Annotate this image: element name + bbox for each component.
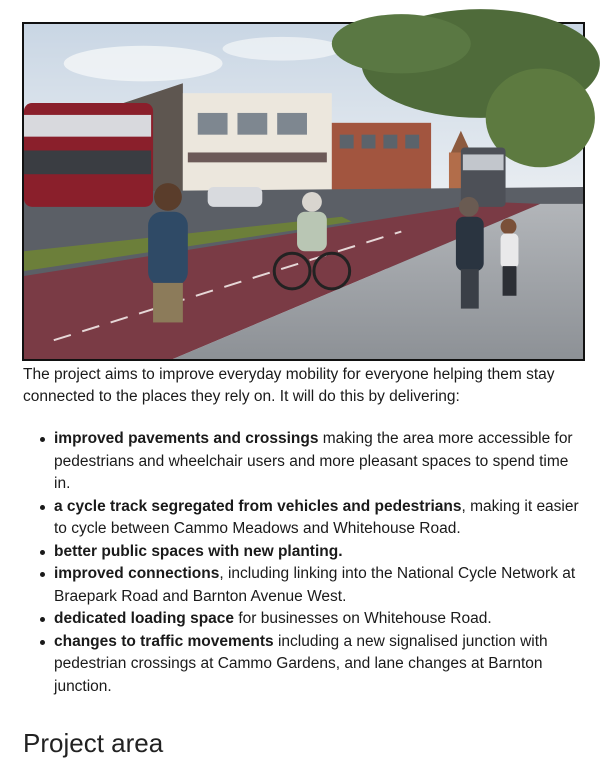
benefit-title: improved pavements and crossings — [54, 430, 319, 447]
street-scene — [24, 24, 583, 359]
benefit-description: for businesses on Whitehouse Road. — [234, 610, 492, 627]
list-item — [54, 541, 588, 564]
bullet-icon — [40, 572, 45, 577]
benefit-title: a cycle track segregated from vehicles and pedestrians — [54, 497, 462, 515]
bullet-icon — [40, 617, 45, 622]
bullet-icon — [40, 437, 45, 442]
list-item — [54, 631, 588, 699]
list-item — [54, 563, 588, 608]
bullet-icon — [40, 640, 45, 645]
benefit-title: better public spaces with new planting. — [54, 542, 343, 560]
benefit-title: improved connections — [54, 565, 220, 582]
benefit-description: , including linking into the National Cycle Network at Braepark Road and Barnton Avenue West. — [54, 565, 576, 605]
list-item — [54, 496, 588, 541]
benefit-title: dedicated loading space — [54, 610, 235, 627]
street-visualisation-image — [22, 22, 585, 361]
benefit-description: making the area more accessible for pedestrians and wheelchair users and more pleasant spaces to spend time in. — [54, 430, 573, 492]
benefit-description: including a new signalised junction with pedestrian crossings at Cammo Gardens, and lane changes at Barnton junction. — [54, 632, 548, 695]
list-item — [54, 428, 588, 496]
benefit-description: , making it easier to cycle between Cammo Meadows and Whitehouse Road. — [54, 497, 579, 537]
bullet-icon — [40, 505, 45, 510]
list-item — [54, 608, 588, 631]
benefit-title: changes to traffic movements — [54, 632, 274, 650]
intro-paragraph: The project aims to improve everyday mobility for everyone helping them stay connected to the places they rely on. It will do this by delivering: — [23, 366, 555, 405]
bullet-icon — [40, 550, 45, 555]
benefits-list — [23, 428, 588, 698]
section-heading: Project area — [23, 728, 164, 758]
